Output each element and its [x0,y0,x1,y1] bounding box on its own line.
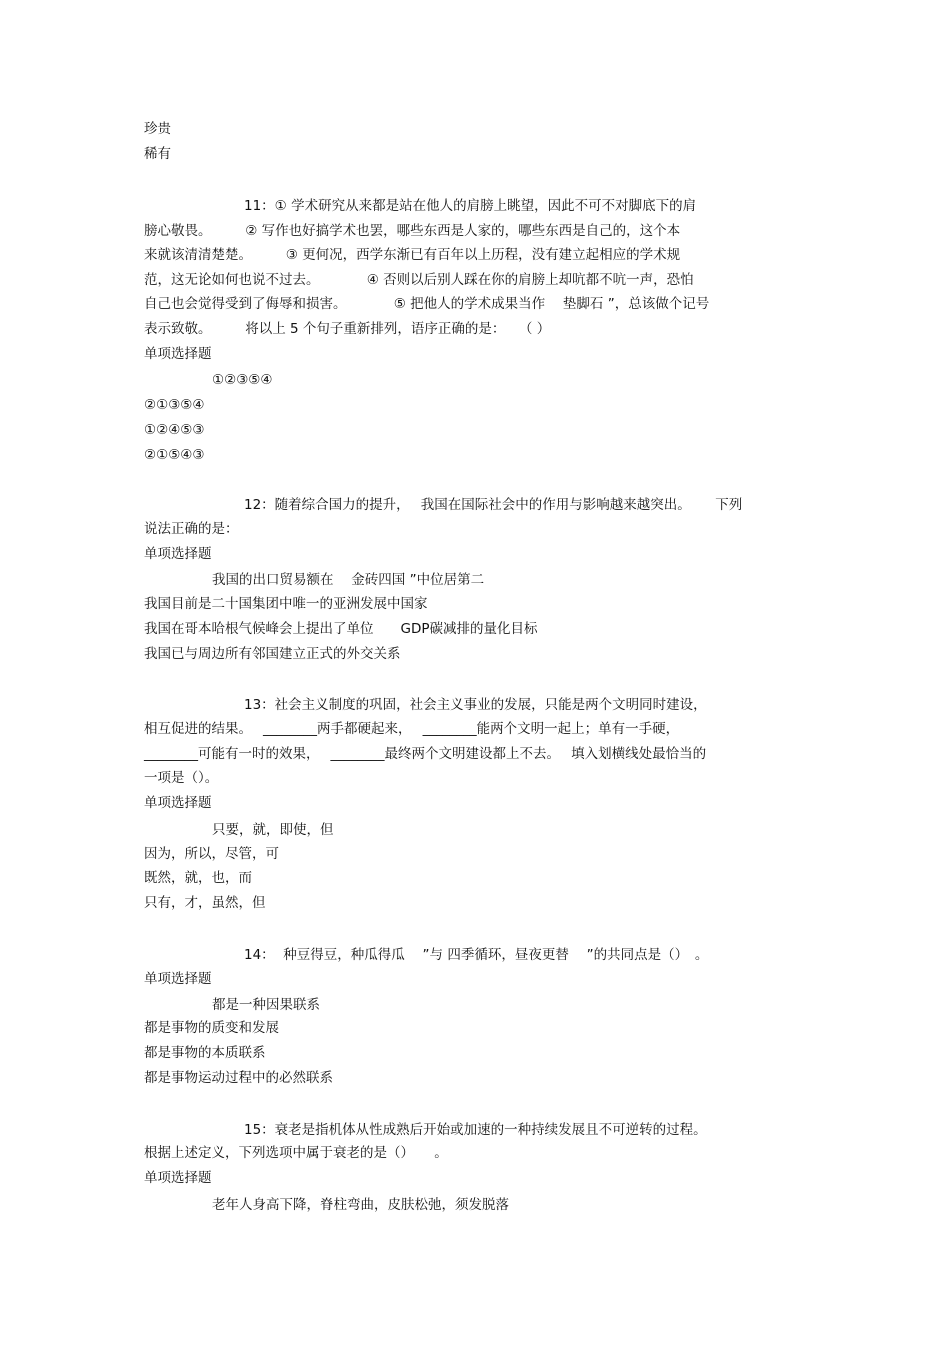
question-text-line: 表示致敬。 将以上 5 个句子重新排列，语序正确的是： （ ） [144,321,551,337]
question-type-label: 单项选择题 [144,971,212,987]
question-text-line: 12：随着综合国力的提升， 我国在国际社会中的作用与影响越来越突出。 下列 [244,497,743,513]
question-text-line: 13：社会主义制度的巩固，社会主义事业的发展，只能是两个文明同时建设， [244,697,707,713]
question-text-line: 15：衰老是指机体从性成熟后开始或加速的一种持续发展且不可逆转的过程。 [244,1122,707,1138]
question-text-line: 说法正确的是： [144,521,239,537]
option-b: 因为，所以，尽管，可 [144,846,279,862]
option-a: 我国的出口贸易额在 金砖四国 ”中位居第二 [212,572,485,588]
question-text-line: 膀心敬畏。 ② 写作也好搞学术也罢，哪些东西是人家的，哪些东西是自己的，这个本 [144,223,681,239]
question-text-line: 根据上述定义，下列选项中属于衰老的是（） 。 [144,1145,448,1161]
option-c: ①②④⑤③ [144,422,205,438]
option-c: 我国在哥本哈根气候峰会上提出了单位 GDP碳减排的量化目标 [144,621,538,637]
option-a: ①②③⑤④ [212,372,273,388]
option-a: 都是一种因果联系 [212,997,320,1013]
question-text-line: 一项是（）。 [144,770,219,786]
question-text-line: ________可能有一时的效果， ________最终两个文明建设都上不去。 填入划横线处最恰当的 [144,746,707,762]
question-text-line: 相互促进的结果。 ________两手都硬起来， ________能两个文明一起上；单有一手硬， [144,721,680,737]
option-d: 只有，才，虽然，但 [144,895,266,911]
question-text-line: 自己也会觉得受到了侮辱和损害。 ⑤ 把他人的学术成果当作 垫脚石 ”，总该做个记号 [144,296,710,312]
question-type-label: 单项选择题 [144,546,212,562]
option-d: 都是事物运动过程中的必然联系 [144,1070,333,1086]
option-a: 只要，就，即使，但 [212,822,334,838]
option-d: ②①⑤④③ [144,447,205,463]
option-d: 我国已与周边所有邻国建立正式的外交关系 [144,646,401,662]
question-text-line: 来就该清清楚楚。 ③ 更何况，西学东渐已有百年以上历程，没有建立起相应的学术规 [144,247,681,263]
question-text-line: 14： 种豆得豆，种瓜得瓜 ”与 四季循环，昼夜更替 ”的共同点是（） 。 [244,947,709,963]
option-c: 既然，就，也，而 [144,870,252,886]
question-type-label: 单项选择题 [144,1170,212,1186]
question-type-label: 单项选择题 [144,346,212,362]
option-text: 珍贵 [144,121,171,137]
question-type-label: 单项选择题 [144,795,212,811]
option-a: 老年人身高下降，脊柱弯曲，皮肤松弛，须发脱落 [212,1197,509,1213]
option-b: 我国目前是二十国集团中唯一的亚洲发展中国家 [144,596,428,612]
option-b: ②①③⑤④ [144,397,205,413]
question-text-line: 11：① 学术研究从来都是站在他人的肩膀上眺望，因此不可不对脚底下的肩 [244,198,697,214]
question-text-line: 范，这无论如何也说不过去。 ④ 否则以后别人踩在你的肩膀上却吭都不吭一声，恐怕 [144,272,694,288]
option-text: 稀有 [144,146,171,162]
option-c: 都是事物的本质联系 [144,1045,266,1061]
option-b: 都是事物的质变和发展 [144,1020,279,1036]
